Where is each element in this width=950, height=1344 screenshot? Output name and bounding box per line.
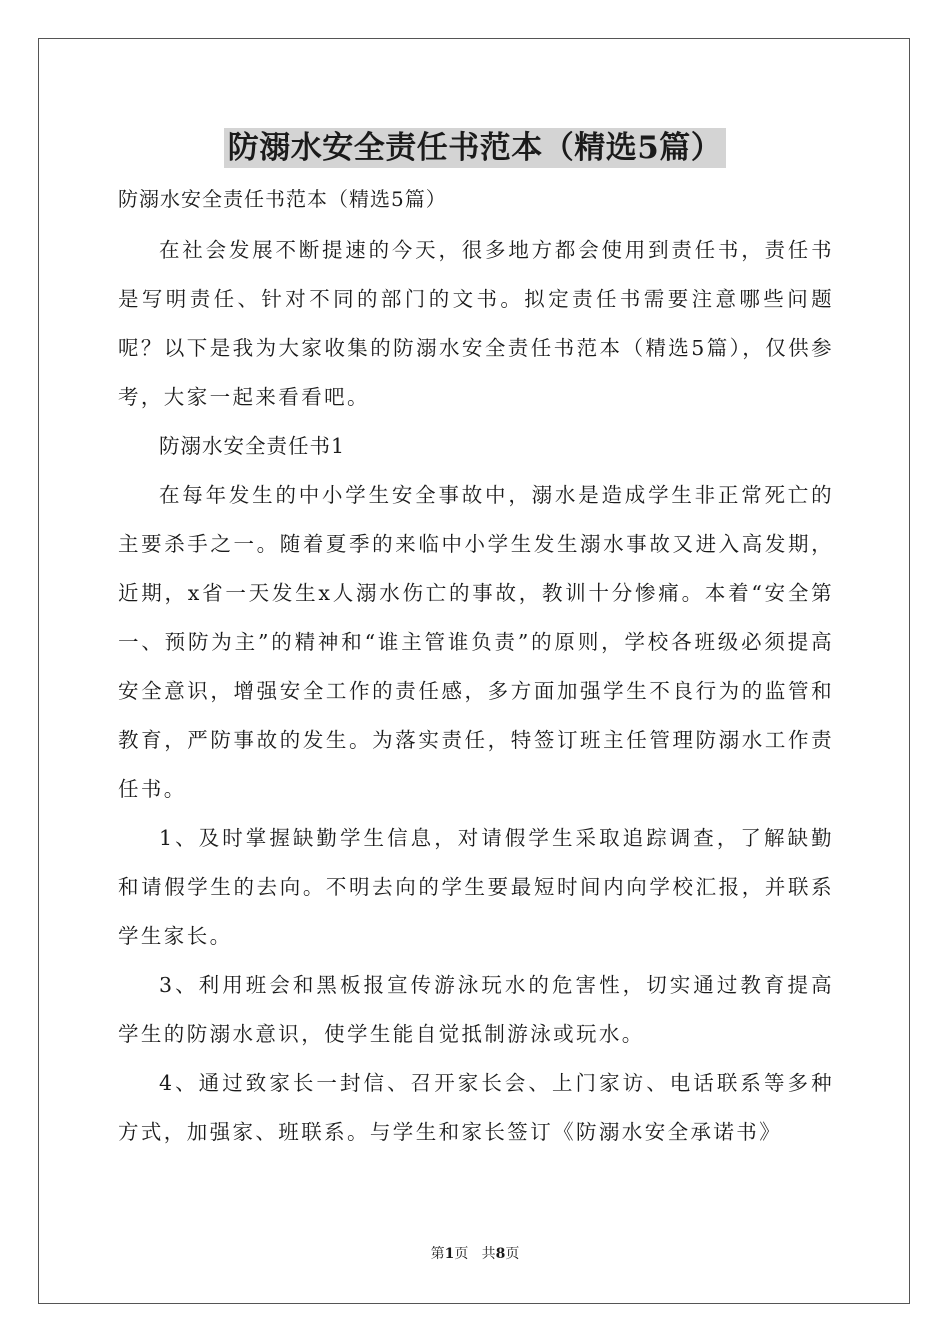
page-current: 1	[444, 1246, 455, 1262]
document-subtitle: 防溺水安全责任书范本（精选5篇）	[118, 187, 447, 211]
section-heading: 防溺水安全责任书1	[159, 434, 346, 458]
list-item-3: 3、利用班会和黑板报宣传游泳玩水的危害性，切实通过教育提高学生的防溺水意识，使学生能自觉抵制游泳或玩水。	[118, 973, 834, 1046]
title-wrap	[0, 128, 950, 168]
list-item-1: 1、及时掌握缺勤学生信息，对请假学生采取追踪调查，了解缺勤和请假学生的去向。不明去向的学生要最短时间内向学校汇报，并联系学生家长。	[118, 826, 834, 948]
page-prefix: 第	[430, 1246, 445, 1262]
document-title: 防溺水安全责任书范本（精选5篇）	[224, 128, 727, 168]
body-paragraph: 在每年发生的中小学生安全事故中，溺水是造成学生非正常死亡的主要杀手之一。随着夏季的来临中小学生发生溺水事故又进入高发期，近期，x省一天发生x人溺水伤亡的事故，教训十分惨痛。本着“安全第一、预防为主”的精神和“谁主管谁负责”的原则，学校各班级必须提高安全意识，增强安全工作的责任感，多方面加强学生不良行为的监管和教育，严防事故的发生。为落实责任，特签订班主任管理防溺水工作责任书。	[118, 483, 834, 801]
total-prefix: 共	[481, 1246, 496, 1262]
document-body	[118, 226, 834, 1157]
page-suffix: 页	[454, 1246, 469, 1262]
intro-paragraph: 在社会发展不断提速的今天，很多地方都会使用到责任书，责任书是写明责任、针对不同的部门的文书。拟定责任书需要注意哪些问题呢？以下是我为大家收集的防溺水安全责任书范本（精选5篇），仅供参考，大家一起来看看吧。	[118, 238, 834, 409]
list-item-4: 4、通过致家长一封信、召开家长会、上门家访、电话联系等多种方式，加强家、班联系。与学生和家长签订《防溺水安全承诺书》	[118, 1071, 834, 1144]
page-footer	[0, 1244, 950, 1264]
total-suffix: 页	[505, 1246, 520, 1262]
page-total: 8	[495, 1246, 506, 1262]
